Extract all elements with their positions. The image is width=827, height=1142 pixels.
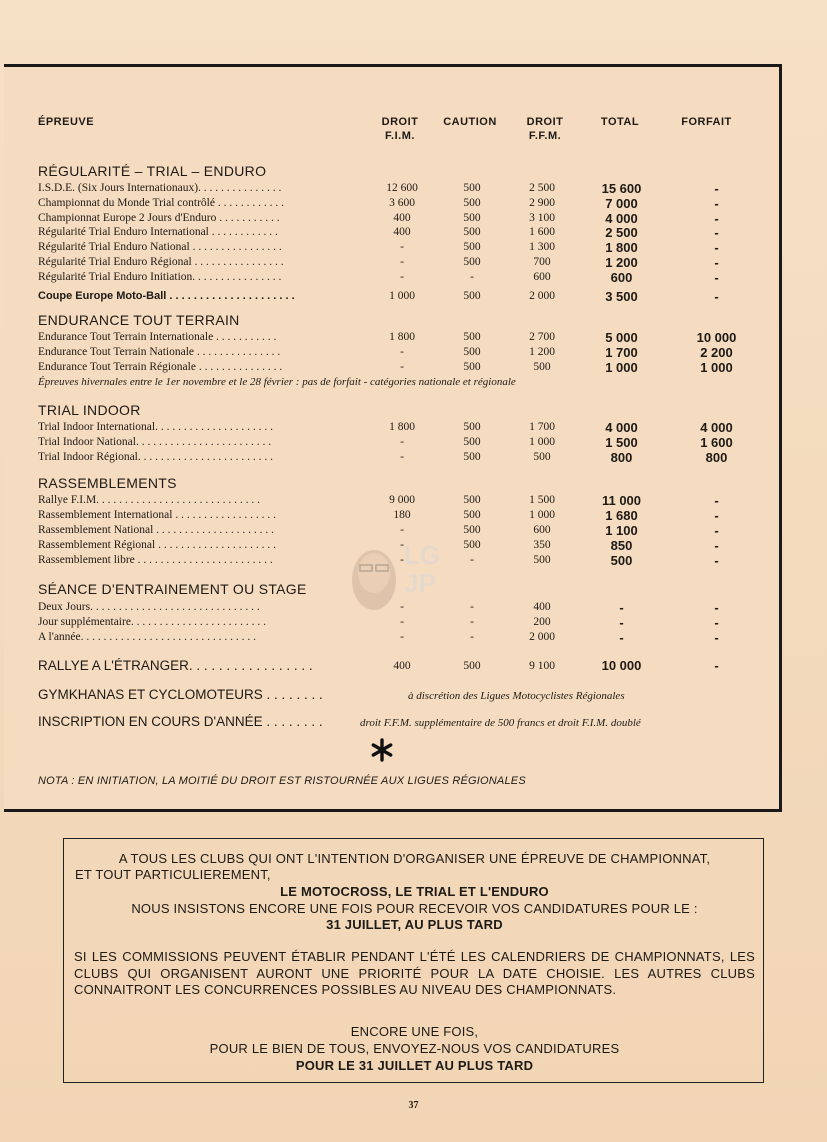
cell-forfait: 4 000 <box>700 420 733 435</box>
inscription-label: INSCRIPTION EN COURS D'ANNÉE . . . . . . . . <box>38 714 323 729</box>
cell-ffm: 1 300 <box>529 241 555 254</box>
cell-total: 11 000 <box>601 493 642 508</box>
page-number: 37 <box>408 1100 419 1111</box>
cell-caution: 500 <box>463 211 481 224</box>
table-row <box>4 450 782 465</box>
section-title-rassemblements: RASSEMBLEMENTS <box>38 475 177 491</box>
cell-forfait: - <box>714 195 719 211</box>
table-row-rallye-etranger: RALLYE A L'ÉTRANGER. . . . . . . . . . . . . . . . . 400 500 9 100 10 000 - <box>38 658 719 673</box>
notice-line-6: ENCORE UNE FOIS, <box>350 1024 479 1039</box>
cell-ffm: 600 <box>533 270 551 283</box>
table-row <box>4 270 782 285</box>
section-title-trial-indoor: TRIAL INDOOR <box>38 402 141 418</box>
cell-label: Championnat du Monde Trial contrôlé . . . . . . . . . . . . <box>38 196 284 209</box>
table-row <box>4 211 782 226</box>
cell-caution: 500 <box>463 182 481 194</box>
header-total: TOTAL <box>600 116 640 128</box>
cell-ffm: 500 <box>533 361 551 373</box>
cell-caution: - <box>470 554 474 566</box>
cell-forfait: - <box>714 181 719 196</box>
cell-fim: - <box>400 554 404 566</box>
header-droit-ffm: DROIT F.F.M. <box>526 116 564 142</box>
cell-fim: 1 800 <box>389 421 415 433</box>
cell-ffm: 2 900 <box>529 196 555 209</box>
table-row <box>4 345 782 360</box>
cell-fim: 9 000 <box>389 494 415 506</box>
cell-fim: - <box>400 241 404 254</box>
cell-fim: 12 600 <box>386 182 418 194</box>
cell-ffm: 200 <box>533 616 551 628</box>
cell-ffm: 1 200 <box>529 346 555 358</box>
cell-caution: - <box>470 601 474 613</box>
cell-forfait: 1 600 <box>700 435 733 450</box>
cell-caution: - <box>470 631 474 643</box>
cell-forfait: 10 000 <box>696 330 737 345</box>
cell-ffm: 2 500 <box>529 182 555 194</box>
table-row <box>4 630 782 645</box>
cell-label: Deux Jours. . . . . . . . . . . . . . . . . . . . . . . . . . . . . . <box>38 601 260 613</box>
cell-total: 7 000 <box>605 195 638 211</box>
header-epreuve: ÉPREUVE <box>38 116 95 128</box>
cell-label: Régularité Trial Enduro Initiation. . . . . . . . . . . . . . . . <box>38 270 282 283</box>
cell-forfait: 800 <box>705 450 728 465</box>
cell-label: I.S.D.E. (Six Jours Internationaux). . . . . . . . . . . . . . . <box>38 182 282 194</box>
cell-forfait: - <box>714 493 719 508</box>
cell-total: 5 000 <box>605 330 638 345</box>
lgjp-watermark-text: LG JP <box>404 540 441 598</box>
cell-label: Trial Indoor Régional. . . . . . . . . . . . . . . . . . . . . . . . <box>38 451 273 463</box>
lgjp-watermark <box>346 525 466 615</box>
gymkhanas-label: GYMKHANAS ET CYCLOMOTEURS . . . . . . . . <box>38 687 323 702</box>
section-title-regularite: RÉGULARITÉ – TRIAL – ENDURO <box>38 163 267 179</box>
cell-ffm: 1 500 <box>529 494 555 506</box>
gymkhanas-description: à discrétion des Ligues Motocyclistes Régionales <box>408 690 625 702</box>
cell-total: 1 100 <box>605 523 638 538</box>
cell-caution: 500 <box>463 524 481 536</box>
cell-label: Régularité Trial Enduro National . . . . . . . . . . . . . . . . <box>38 241 282 254</box>
cell-total: 850 <box>610 538 633 553</box>
cell-label: Rallye F.I.M. . . . . . . . . . . . . . . . . . . . . . . . . . . . . <box>38 494 261 506</box>
notice-line-4: NOUS INSISTONS ENCORE UNE FOIS POUR RECEVOIR VOS CANDIDATURES POUR LE : <box>131 901 698 916</box>
cell-label: Trial Indoor National. . . . . . . . . . . . . . . . . . . . . . . . <box>38 436 272 448</box>
cell-caution: 500 <box>463 346 481 358</box>
table-row <box>4 255 782 270</box>
cell-total: 1 000 <box>605 360 638 375</box>
cell-fim: 400 <box>393 226 411 239</box>
cell-caution: 500 <box>463 226 481 239</box>
cell-caution: 500 <box>463 436 481 448</box>
cell-label: Rassemblement libre . . . . . . . . . . . . . . . . . . . . . . . . <box>38 554 273 566</box>
table-row <box>4 420 782 435</box>
cell-fim: - <box>400 601 404 613</box>
notice-line-3: LE MOTOCROSS, LE TRIAL ET L'ENDURO <box>280 884 549 899</box>
cell-fim: 400 <box>393 211 411 224</box>
cell-forfait: 1 000 <box>700 360 733 375</box>
cell-total: 1 200 <box>605 255 638 270</box>
cell-label: Endurance Tout Terrain Internationale . . . . . . . . . . . <box>38 331 277 343</box>
cell-fim: - <box>400 256 404 268</box>
cell-caution: 500 <box>463 509 481 521</box>
notice-line-7: POUR LE BIEN DE TOUS, ENVOYEZ-NOUS VOS CANDIDATURES <box>209 1041 620 1056</box>
cell-total: 1 700 <box>605 345 638 360</box>
cell-total: - <box>619 615 624 630</box>
cell-forfait: - <box>714 255 719 270</box>
cell-forfait: - <box>714 508 719 523</box>
cell-fim: - <box>400 346 404 358</box>
cell-caution: 500 <box>463 361 481 373</box>
notice-box <box>63 838 764 1083</box>
cell-caution: 500 <box>463 539 481 551</box>
cell-label: Trial Indoor International. . . . . . . . . . . . . . . . . . . . . <box>38 421 273 433</box>
cell-forfait: - <box>714 630 719 645</box>
cell-ffm: 400 <box>533 601 551 613</box>
cell-fim: - <box>400 631 404 643</box>
cell-label: Endurance Tout Terrain Nationale . . . . . . . . . . . . . . . <box>38 346 281 358</box>
fees-table-panel <box>4 64 782 812</box>
table-row <box>4 240 782 255</box>
notice-paragraph-2: SI LES COMMISSIONS PEUVENT ÉTABLIR PENDANT L'ÉTÉ LES CALENDRIERS DE CHAMPIONNATS, LES CLUBS QUI ORGANISENT AURONT UNE PRIORITÉ POUR LA DATE CHOISIE. LES AUTRES CLUBS CONNAITRONT LES CONCURRENCES POSSIBLES AU NIVEAU DES CHAMPIONNATS. <box>74 949 755 997</box>
cell-ffm: 1 700 <box>529 421 555 433</box>
cell-total: 15 600 <box>601 181 642 196</box>
cell-fim: - <box>400 361 404 373</box>
cell-ffm: 1 000 <box>529 509 555 521</box>
cell-total: 1 500 <box>605 435 638 450</box>
cell-total: - <box>619 600 624 615</box>
cell-forfait: - <box>714 600 719 615</box>
notice-line-8: POUR LE 31 JUILLET AU PLUS TARD <box>295 1058 534 1073</box>
cell-label: Rassemblement International . . . . . . . . . . . . . . . . . . <box>38 509 276 521</box>
cell-caution: - <box>470 270 474 283</box>
cell-forfait: - <box>714 225 719 241</box>
cell-total: 4 000 <box>605 210 638 226</box>
header-caution: CAUTION <box>443 116 497 128</box>
notice-line-1: A TOUS LES CLUBS QUI ONT L'INTENTION D'ORGANISER UNE ÉPREUVE DE CHAMPIONNAT, <box>118 851 711 866</box>
cell-caution: 500 <box>463 241 481 254</box>
cell-fim: 3 600 <box>389 196 415 209</box>
cell-fim: - <box>400 524 404 536</box>
cell-label: A l'année. . . . . . . . . . . . . . . . . . . . . . . . . . . . . . . <box>38 631 257 643</box>
endurance-note: Épreuves hivernales entre le 1er novembre et le 28 février : pas de forfait - catégories nationale et régionale <box>38 376 516 388</box>
nota-line: NOTA : EN INITIATION, LA MOITIÉ DU DROIT EST RISTOURNÉE AUX LIGUES RÉGIONALES <box>38 775 526 787</box>
inscription-description: droit F.F.M. supplémentaire de 500 francs et droit F.I.M. doublé <box>360 717 641 729</box>
cell-forfait: - <box>714 553 719 568</box>
cell-total: 2 500 <box>605 225 638 241</box>
cell-label: Rassemblement Régional . . . . . . . . . . . . . . . . . . . . . <box>38 539 276 551</box>
cell-label: Rassemblement National . . . . . . . . . . . . . . . . . . . . . <box>38 524 275 536</box>
cell-fim: - <box>400 616 404 628</box>
table-row <box>4 225 782 240</box>
table-row <box>4 435 782 450</box>
cell-total: - <box>619 630 624 645</box>
cell-ffm: 600 <box>533 524 551 536</box>
cell-total: 500 <box>610 553 633 568</box>
cell-ffm: 500 <box>533 451 551 463</box>
cell-fim: 180 <box>393 509 411 521</box>
cell-caution: 500 <box>463 421 481 433</box>
cell-label: Championnat Europe 2 Jours d'Enduro . . . . . . . . . . . <box>38 211 280 224</box>
cell-ffm: 2 700 <box>529 331 555 343</box>
cell-total: 4 000 <box>605 420 638 435</box>
cell-forfait: - <box>714 210 719 226</box>
cell-fim: - <box>400 539 404 551</box>
cell-ffm: 1 600 <box>529 226 555 239</box>
cell-total: 1 800 <box>605 240 638 256</box>
cell-forfait: - <box>714 538 719 553</box>
cell-total: 600 <box>610 269 633 285</box>
cell-total: 800 <box>610 450 633 465</box>
cell-forfait: - <box>714 269 719 285</box>
cell-forfait: - <box>714 615 719 630</box>
cell-caution: 500 <box>463 196 481 209</box>
cell-ffm: 1 000 <box>529 436 555 448</box>
table-row <box>4 615 782 630</box>
asterisk-ornament-icon <box>370 738 394 762</box>
cell-caution: 500 <box>463 331 481 343</box>
header-forfait: FORFAIT <box>681 116 732 128</box>
cell-ffm: 350 <box>533 539 551 551</box>
table-row <box>4 330 782 345</box>
cell-label: Régularité Trial Enduro Régional . . . . . . . . . . . . . . . . <box>38 256 284 268</box>
table-row-motoball: Coupe Europe Moto-Ball . . . . . . . . . . . . . . . . . . . . . 1 000 500 2 000 3 500 - <box>38 289 719 304</box>
notice-line-2: ET TOUT PARTICULIEREMENT, <box>75 867 271 882</box>
cell-fim: - <box>400 270 404 283</box>
table-row <box>4 181 782 196</box>
table-row <box>4 493 782 508</box>
cell-total: 1 680 <box>605 508 638 523</box>
table-row <box>4 508 782 523</box>
notice-line-5: 31 JUILLET, AU PLUS TARD <box>326 917 503 932</box>
cell-fim: - <box>400 451 404 463</box>
cell-fim: 1 800 <box>389 331 415 343</box>
cell-caution: - <box>470 616 474 628</box>
cell-ffm: 3 100 <box>529 211 555 224</box>
cell-forfait: 2 200 <box>700 345 733 360</box>
cell-caution: 500 <box>463 256 481 268</box>
section-title-seance: SÉANCE D'ENTRAINEMENT OU STAGE <box>38 581 307 597</box>
cell-label: Jour supplémentaire. . . . . . . . . . . . . . . . . . . . . . . . <box>38 616 267 628</box>
cell-forfait: - <box>714 240 719 256</box>
cell-forfait: - <box>714 523 719 538</box>
cell-label: Régularité Trial Enduro International . . . . . . . . . . . . <box>38 226 278 239</box>
cell-ffm: 2 000 <box>529 631 555 643</box>
cell-caution: 500 <box>463 451 481 463</box>
cell-label: Endurance Tout Terrain Régionale . . . . . . . . . . . . . . . <box>38 361 283 373</box>
cell-ffm: 700 <box>533 256 551 268</box>
cell-ffm: 500 <box>533 554 551 566</box>
table-row <box>4 360 782 375</box>
table-row <box>4 196 782 211</box>
cell-caution: 500 <box>463 494 481 506</box>
header-droit-fim: DROIT F.I.M. <box>381 116 419 142</box>
section-title-endurance: ENDURANCE TOUT TERRAIN <box>38 312 240 328</box>
cell-fim: - <box>400 436 404 448</box>
